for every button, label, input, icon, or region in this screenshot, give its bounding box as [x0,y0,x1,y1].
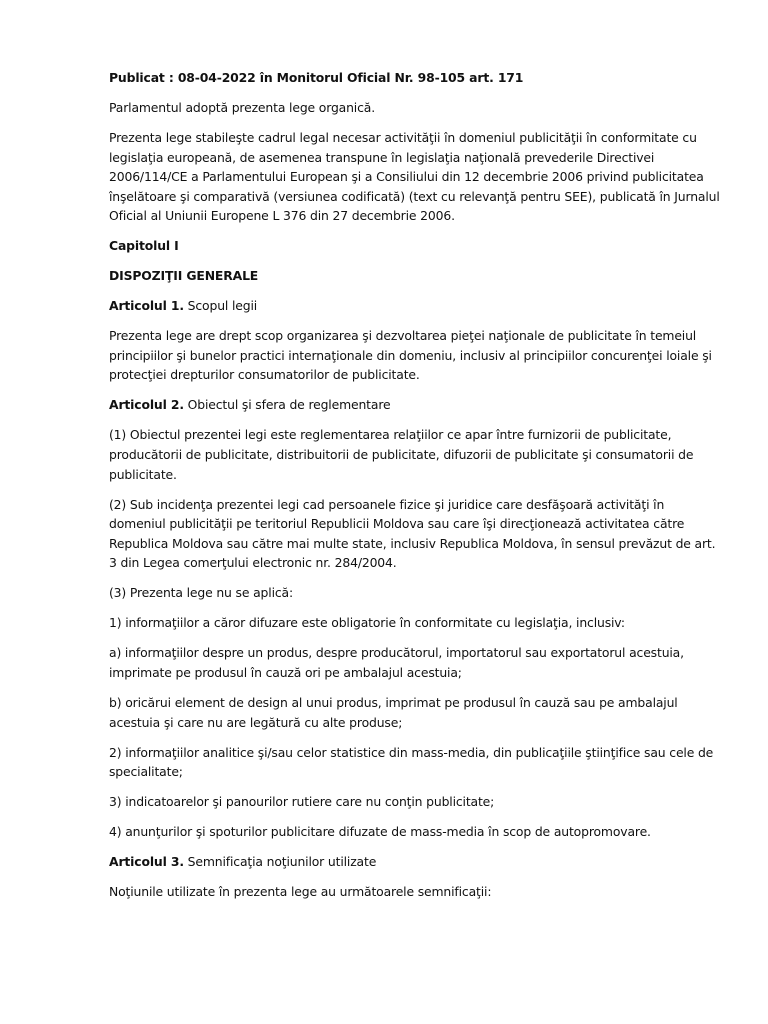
article-3-heading [109,852,721,872]
article-title: Obiectul şi sfera de reglementare [183,397,391,413]
chapter-heading: Capitolul I [109,238,179,254]
article-paragraph: b) oricărui element de design al unui produs, imprimat pe produsul în cauză sau pe ambalajul acestuia şi care nu are legătură cu alte produse; [109,694,678,730]
article-paragraph: (3) Prezenta lege nu se aplică: [109,585,293,601]
publication-line: Publicat : 08-04-2022 în Monitorul Oficial Nr. 98-105 art. 171 [109,70,524,85]
chapter-title: DISPOZIŢII GENERALE [109,268,259,284]
article-title: Semnificaţia noţiunilor utilizate [183,854,377,870]
preamble-paragraph: Prezenta lege stabileşte cadrul legal necesar activităţii în domeniul publicităţii în conformitate cu legislaţia europeană, de asemenea transpune în legislaţia naţională prevederile Directivei 2006/114/CE a Parlamentului European şi a Consiliului din 12 decembrie 2006 privind publicitatea înşelătoare şi comparativă (versiunea codificată) (text cu relevanţă pentru SEE), publicată în Jurnalul Oficial al Uniunii Europene L 376 din 27 decembrie 2006. [109,129,720,224]
article-title: Scopul legii [183,298,258,314]
article-label: Articolul 1. [109,298,184,314]
intro-paragraph: Parlamentul adoptă prezenta lege organică. [109,99,375,115]
article-1-heading [109,296,721,316]
article-paragraph: 4) anunţurilor şi spoturilor publicitare difuzate de mass-media în scop de autopromovare. [109,824,651,840]
article-2-heading [109,395,721,415]
article-paragraph: Noţiunile utilizate în prezenta lege au următoarele semnificaţii: [109,884,492,900]
article-paragraph: 2) informaţiilor analitice şi/sau celor statistice din mass-media, din publicaţiile ştiinţifice sau cele de specialitate; [109,744,714,780]
article-label: Articolul 2. [109,397,184,413]
article-paragraph: 1) informaţiilor a căror difuzare este obligatorie în conformitate cu legislaţia, inclusiv: [109,615,625,631]
article-paragraph: (2) Sub incidenţa prezentei legi cad persoanele fizice şi juridice care desfăşoară activităţi în domeniul publicităţii pe teritoriul Republicii Moldova sau care îşi direcţionează activitatea către Republica Moldova sau către mai multe state, inclusiv Republica Moldova, în sensul prevăzut de art. 3 din Legea comerţului electronic nr. 284/2004. [109,496,716,571]
article-paragraph: (1) Obiectul prezentei legi este reglementarea relaţiilor ce apar între furnizorii de publicitate, producătorii de publicitate, distribuitorii de publicitate, difuzorii de publicitate şi consumatorii de publicitate. [109,427,694,482]
document-page [109,68,721,912]
article-label: Articolul 3. [109,854,184,870]
article-paragraph: 3) indicatoarelor şi panourilor rutiere care nu conţin publicitate; [109,794,495,810]
article-paragraph: a) informaţiilor despre un produs, despre producătorul, importatorul sau exportatorul acestuia, imprimate pe produsul în cauză ori pe ambalajul acestuia; [109,645,684,680]
article-paragraph: Prezenta lege are drept scop organizarea şi dezvoltarea pieţei naţionale de publicitate în temeiul principiilor şi bunelor practici internaţionale din domeniu, inclusiv al principiilor concurenţei loiale şi protecţiei drepturilor consumatorilor de publicitate. [109,328,712,383]
